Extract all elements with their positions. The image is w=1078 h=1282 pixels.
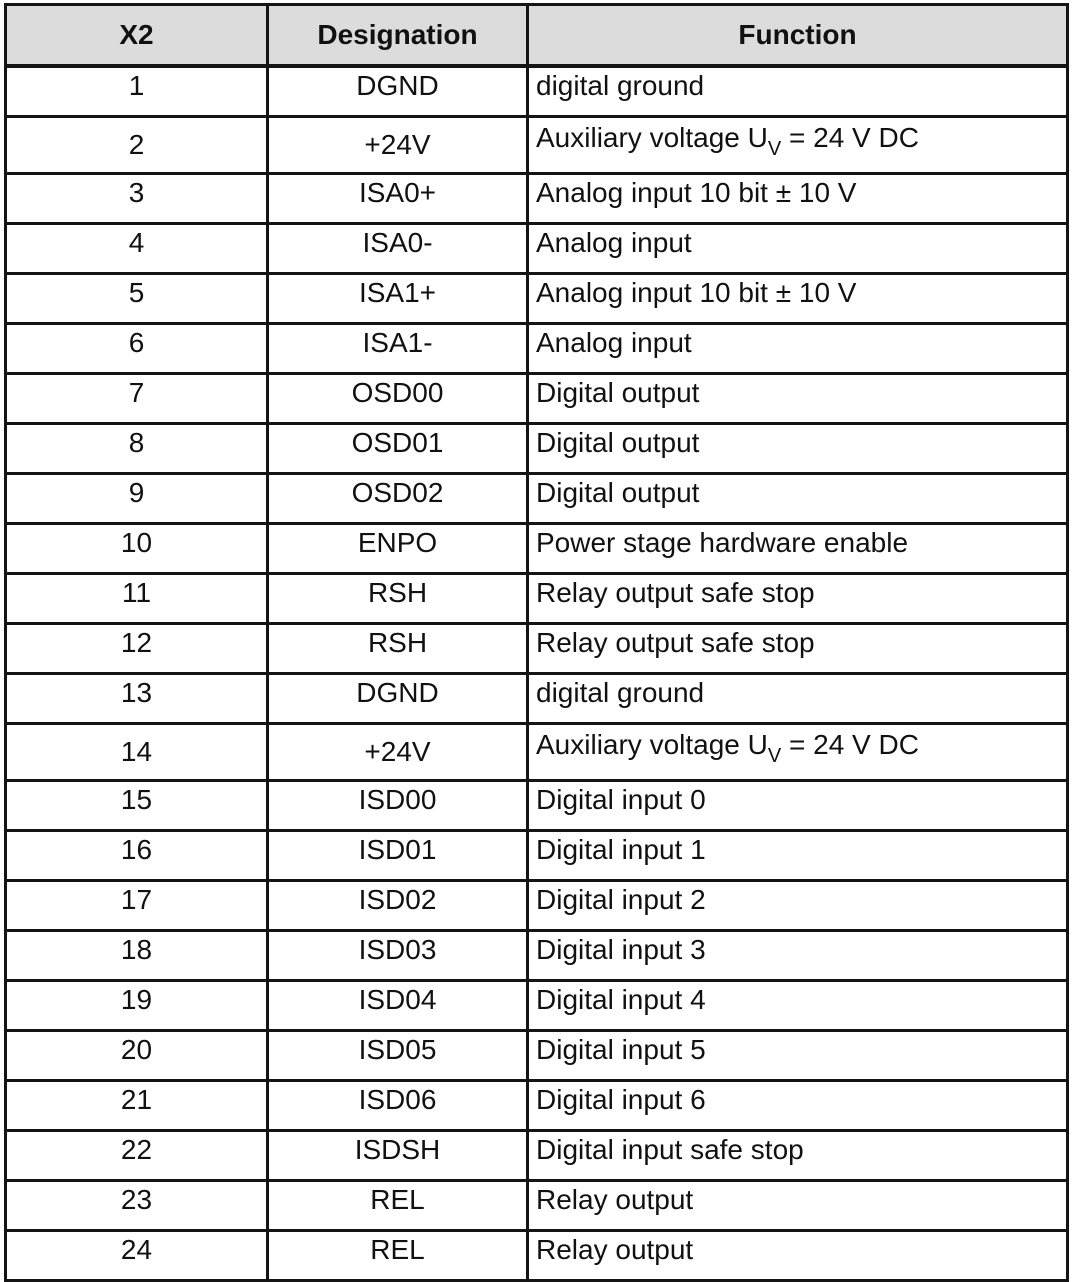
function-cell (528, 831, 1068, 881)
designation-cell: RSH (268, 574, 528, 624)
function-text: Digital input 6 (536, 1084, 706, 1115)
function-cell (528, 574, 1068, 624)
table-row (6, 274, 1068, 324)
pin-number-cell: 4 (6, 224, 268, 274)
function-cell (528, 931, 1068, 981)
pin-number-cell: 3 (6, 174, 268, 224)
designation-cell: REL (268, 1231, 528, 1281)
pin-number-cell: 7 (6, 374, 268, 424)
function-cell (528, 1031, 1068, 1081)
function-subscript: V (767, 138, 782, 160)
table-row (6, 831, 1068, 881)
designation-cell: ISA0+ (268, 174, 528, 224)
function-cell (528, 66, 1068, 117)
header-designation: Designation (268, 5, 528, 67)
function-text: Analog input (536, 327, 692, 358)
function-text: Auxiliary voltage U (536, 729, 768, 760)
pin-number-cell: 22 (6, 1131, 268, 1181)
function-cell (528, 1081, 1068, 1131)
designation-cell: ISD01 (268, 831, 528, 881)
function-text: digital ground (536, 677, 705, 708)
function-text: Relay output (536, 1234, 694, 1265)
function-cell (528, 474, 1068, 524)
function-text-tail: = 24 V DC (781, 729, 919, 760)
header-function: Function (528, 5, 1068, 67)
pin-number-cell: 23 (6, 1181, 268, 1231)
designation-cell: ISD05 (268, 1031, 528, 1081)
table-row (6, 374, 1068, 424)
table-row (6, 524, 1068, 574)
function-cell (528, 674, 1068, 724)
designation-cell: ISD02 (268, 881, 528, 931)
table-row (6, 174, 1068, 224)
pin-number-cell: 9 (6, 474, 268, 524)
function-cell (528, 174, 1068, 224)
designation-cell: ISD03 (268, 931, 528, 981)
function-text: Analog input 10 bit ± 10 V (536, 177, 857, 208)
designation-cell: DGND (268, 66, 528, 117)
pin-number-cell: 14 (6, 724, 268, 781)
function-text: Relay output safe stop (536, 627, 815, 658)
designation-cell: OSD00 (268, 374, 528, 424)
function-cell (528, 224, 1068, 274)
function-text: Digital output (536, 377, 700, 408)
pin-number-cell: 12 (6, 624, 268, 674)
pin-number-cell: 20 (6, 1031, 268, 1081)
table-row (6, 224, 1068, 274)
function-cell (528, 117, 1068, 174)
pin-number-cell: 19 (6, 981, 268, 1031)
designation-cell: RSH (268, 624, 528, 674)
designation-cell: ENPO (268, 524, 528, 574)
table-row (6, 1231, 1068, 1281)
function-cell (528, 274, 1068, 324)
table-row (6, 66, 1068, 117)
designation-cell: ISD04 (268, 981, 528, 1031)
function-text: Relay output (536, 1184, 694, 1215)
designation-cell: ISD06 (268, 1081, 528, 1131)
table-row (6, 574, 1068, 624)
function-cell (528, 524, 1068, 574)
table-row (6, 324, 1068, 374)
function-text: Auxiliary voltage U (536, 122, 768, 153)
function-cell (528, 781, 1068, 831)
pin-number-cell: 17 (6, 881, 268, 931)
pin-number-cell: 6 (6, 324, 268, 374)
table-row (6, 724, 1068, 781)
designation-cell: ISA0- (268, 224, 528, 274)
function-cell (528, 1131, 1068, 1181)
function-subscript: V (767, 745, 782, 767)
designation-cell: OSD01 (268, 424, 528, 474)
designation-cell: ISA1- (268, 324, 528, 374)
table-row (6, 117, 1068, 174)
function-text: Digital input 4 (536, 984, 706, 1015)
pin-number-cell: 8 (6, 424, 268, 474)
pin-number-cell: 10 (6, 524, 268, 574)
table-row (6, 1131, 1068, 1181)
table-row (6, 931, 1068, 981)
pin-number-cell: 13 (6, 674, 268, 724)
table-row (6, 1031, 1068, 1081)
pin-number-cell: 1 (6, 66, 268, 117)
function-cell (528, 624, 1068, 674)
function-text: Digital input 3 (536, 934, 706, 965)
function-text-tail: = 24 V DC (781, 122, 919, 153)
designation-cell: ISD00 (268, 781, 528, 831)
table-row (6, 1081, 1068, 1131)
function-text: Digital input 5 (536, 1034, 706, 1065)
function-cell (528, 1181, 1068, 1231)
designation-cell: +24V (268, 117, 528, 174)
function-text: Analog input (536, 227, 692, 258)
function-text: Digital input safe stop (536, 1134, 804, 1165)
pin-assignment-table-container (4, 3, 1066, 1265)
function-text: Digital output (536, 477, 700, 508)
table-header-row (6, 5, 1068, 67)
pin-number-cell: 16 (6, 831, 268, 881)
function-cell (528, 981, 1068, 1031)
pin-number-cell: 18 (6, 931, 268, 981)
designation-cell: ISDSH (268, 1131, 528, 1181)
function-text: Power stage hardware enable (536, 527, 909, 558)
designation-cell: REL (268, 1181, 528, 1231)
function-text: digital ground (536, 70, 705, 101)
table-row (6, 981, 1068, 1031)
table-row (6, 781, 1068, 831)
table-body (6, 66, 1068, 1281)
pin-number-cell: 15 (6, 781, 268, 831)
function-text: Digital input 1 (536, 834, 706, 865)
pin-assignment-table (4, 3, 1069, 1282)
header-x2: X2 (6, 5, 268, 67)
function-cell (528, 1231, 1068, 1281)
designation-cell: OSD02 (268, 474, 528, 524)
function-text: Digital input 2 (536, 884, 706, 915)
table-row (6, 1181, 1068, 1231)
function-cell (528, 881, 1068, 931)
pin-number-cell: 21 (6, 1081, 268, 1131)
table-row (6, 881, 1068, 931)
table-row (6, 674, 1068, 724)
function-cell (528, 324, 1068, 374)
function-cell (528, 724, 1068, 781)
table-row (6, 624, 1068, 674)
designation-cell: ISA1+ (268, 274, 528, 324)
pin-number-cell: 2 (6, 117, 268, 174)
designation-cell: +24V (268, 724, 528, 781)
function-cell (528, 374, 1068, 424)
table-row (6, 474, 1068, 524)
pin-number-cell: 5 (6, 274, 268, 324)
pin-number-cell: 11 (6, 574, 268, 624)
function-text: Digital output (536, 427, 700, 458)
table-row (6, 424, 1068, 474)
designation-cell: DGND (268, 674, 528, 724)
function-text: Analog input 10 bit ± 10 V (536, 277, 857, 308)
function-text: Relay output safe stop (536, 577, 815, 608)
function-cell (528, 424, 1068, 474)
function-text: Digital input 0 (536, 784, 706, 815)
pin-number-cell: 24 (6, 1231, 268, 1281)
